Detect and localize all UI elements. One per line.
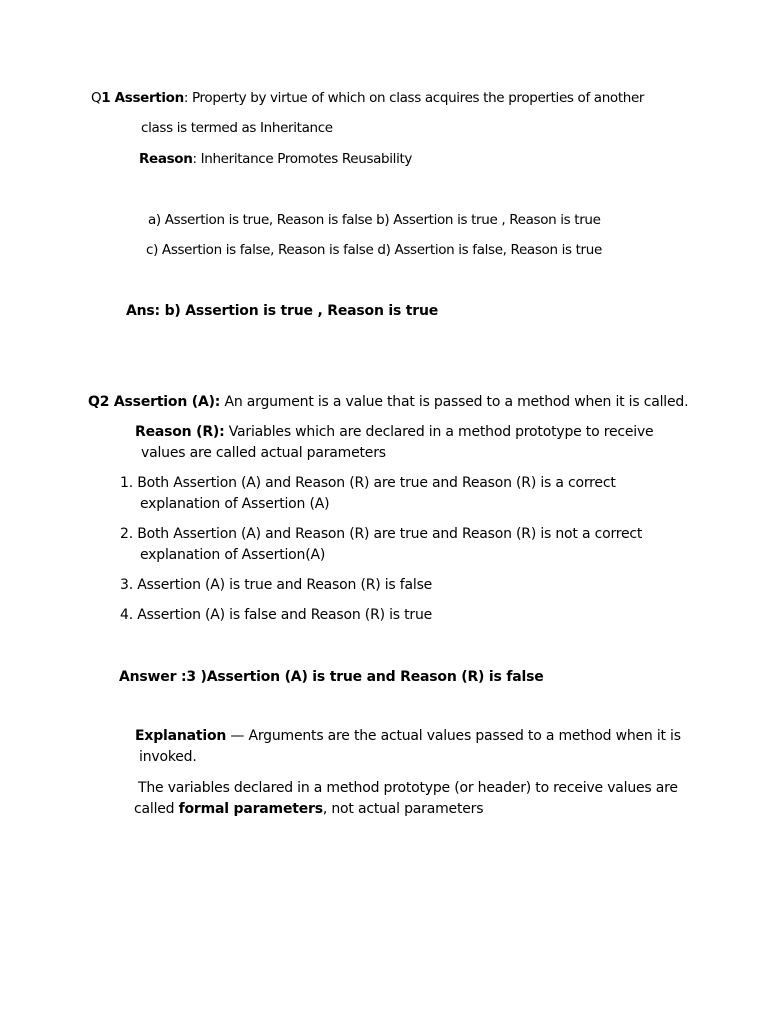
q2-option-1-line2: explanation of Assertion (A) <box>140 496 330 512</box>
q1-assertion-label: 1 Assertion <box>101 90 184 106</box>
q2-reason-text: Variables which are declared in a method prototype to receive <box>224 424 654 440</box>
q2-option-4: 4. Assertion (A) is false and Reason (R) is true <box>120 607 433 623</box>
q2-explanation2-bold: formal parameters <box>178 801 323 817</box>
q2-option-1-line1: 1. Both Assertion (A) and Reason (R) are true and Reason (R) is a correct <box>120 475 616 491</box>
q1-prefix: Q <box>91 90 102 106</box>
q2-explanation-line <box>135 727 681 745</box>
q1-reason-line <box>139 150 412 168</box>
q1-options-line1: a) Assertion is true, Reason is false b) Assertion is true , Reason is true <box>148 212 601 228</box>
q2-option-3: 3. Assertion (A) is true and Reason (R) is false <box>120 577 433 593</box>
q2-explanation2-line2 <box>134 800 483 818</box>
q1-assertion-line <box>91 89 644 107</box>
q2-explanation-label: Explanation <box>135 728 227 744</box>
q2-explanation2-line1: The variables declared in a method prototype (or header) to receive values are <box>138 780 678 796</box>
q2-assertion-text: An argument is a value that is passed to a method when it is called. <box>220 394 689 410</box>
q1-reason-text: : Inheritance Promotes Reusability <box>192 151 413 167</box>
q2-option-2-line1: 2. Both Assertion (A) and Reason (R) are true and Reason (R) is not a correct <box>120 526 643 542</box>
q2-explanation2-prefix: called <box>134 801 179 817</box>
q1-answer: Ans: b) Assertion is true , Reason is true <box>126 303 439 319</box>
q2-reason-line <box>135 423 653 441</box>
q2-assertion-line <box>88 393 688 411</box>
q2-reason-text-cont: values are called actual parameters <box>141 445 386 461</box>
q2-answer: Answer :3 )Assertion (A) is true and Reason (R) is false <box>119 669 544 685</box>
q1-assertion-text: : Property by virtue of which on class acquires the properties of another <box>183 90 645 106</box>
q2-explanation-text-cont: invoked. <box>139 749 197 765</box>
q2-option-2-line2: explanation of Assertion(A) <box>140 547 326 563</box>
q1-assertion-text-cont: class is termed as Inheritance <box>141 120 333 136</box>
q1-options-line2: c) Assertion is false, Reason is false d) Assertion is false, Reason is true <box>146 242 602 258</box>
q2-assertion-label: Q2 Assertion (A): <box>88 394 221 410</box>
q2-explanation-text: — Arguments are the actual values passed to a method when it is <box>226 728 681 744</box>
q1-reason-label: Reason <box>139 151 193 167</box>
q2-reason-label: Reason (R): <box>135 424 225 440</box>
q2-explanation2-suffix: , not actual parameters <box>322 801 484 817</box>
